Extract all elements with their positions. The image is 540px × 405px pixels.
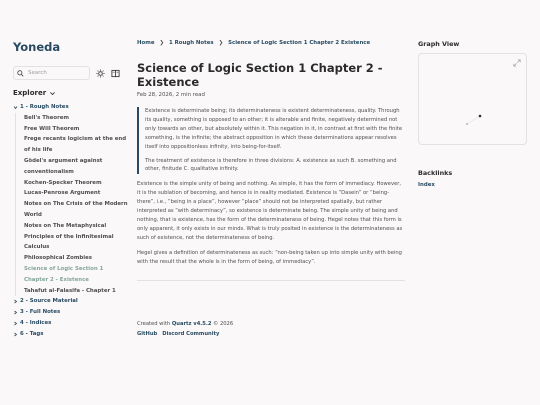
footer-links [137,331,405,337]
breadcrumb [137,40,405,46]
body-paragraph: Hegel gives a definition of determinateness as such: “non-being taken up into simple unity with being with the result that the whole is in the form of being, of immediacy”. [137,249,402,265]
explorer-title: Explorer [13,89,47,97]
sun-icon [96,69,105,78]
backlinks [418,169,528,188]
folder-rough-notes-files [15,113,128,297]
article-date: Feb 28, 2026 [137,92,173,98]
graph-canvas [419,54,528,146]
file-lucas-penrose[interactable]: Lucas-Penrose Argument [24,190,101,197]
folder-label: 2 - Source Material [20,298,78,305]
reader-mode-button[interactable] [111,69,120,78]
divider [137,280,405,281]
body-paragraph: Existence is the simple unity of being and nothing. As simple, it has the form of immediacy. However, it is the sublation of becoming, and hence is in reality mediated. Existence is “Dasein” or “being-there”, i.e., “being in a place”, however “place” should not be interpreted spatially, but rather interpreted as “with determinacy”, so existence is determinate being. The simple unity of being and nothing, that is existence, has the form of the determinateness of being. Hegel notes that this form is only apparent, it only exists in our minds. What is truly posited in existence is the determinateness as such of existence, not the determinateness of being. [137,181,403,241]
breadcrumb-separator: ❯ [159,40,165,46]
folder-label: 4 - Indices [20,319,52,326]
search-input[interactable] [13,66,90,80]
quote-paragraph: The treatment of existence is therefore in three divisions: A. existence as such B. something and other, finitude C. qualitative infinity. [145,157,397,173]
article-body [137,180,405,266]
file-free-will-theorem[interactable]: Free Will Theorem [24,125,80,132]
folder-label: 6 - Tags [20,330,44,337]
chevron-right-icon [13,321,18,326]
file-tahafut[interactable]: Tahafut al-Falasifa - Chapter 1 [24,287,116,294]
folder-full-notes[interactable] [13,307,128,318]
footer-credit [137,321,405,327]
folder-rough-notes[interactable] [13,102,128,113]
graph-view[interactable] [418,53,527,145]
folder-source-material[interactable] [13,296,128,307]
file-philosophical-zombies[interactable]: Philosophical Zombies [24,255,93,262]
search-icon [17,70,24,77]
article-meta: Feb 28, 2026, 2 min read [137,92,205,98]
backlink-index[interactable]: Index [418,182,435,188]
page-title: Science of Logic Section 1 Chapter 2 - Existence [137,61,383,89]
file-bells-theorem[interactable]: Bell's Theorem [24,114,70,121]
footer [137,321,405,337]
graph-node [466,123,468,125]
footer-year: © 2026 [213,320,234,327]
graph-node [479,115,482,118]
chevron-right-icon [13,332,18,337]
file-frege-recants[interactable]: Frege recants logicism at the end of his life [24,136,127,154]
breadcrumb-rough-notes[interactable]: 1 Rough Notes [169,40,214,46]
quartz-link[interactable]: Quartz v4.5.2 [171,320,212,327]
chevron-right-icon [13,310,18,315]
chevron-down-icon [13,105,18,110]
graph-view-title: Graph View [418,40,460,48]
right-sidebar [418,40,528,188]
file-godel-argument[interactable]: Gödel's argument against conventionalism [24,157,103,175]
site-title[interactable]: Yoneda [13,40,61,54]
backlinks-title: Backlinks [418,169,453,177]
folder-tags[interactable] [13,329,128,340]
darkmode-toggle[interactable] [96,69,105,78]
file-science-of-logic-active[interactable]: Science of Logic Section 1 Chapter 2 - Existence [24,265,104,283]
chevron-right-icon [13,299,18,304]
main-content [137,40,405,337]
book-icon [111,69,120,78]
quote-paragraph: Existence is determinate being; its determinateness is existent determinateness, quality. Through its quality, something is opposed to an other; it is alterable and finite, negatively determined not only towards an other, but absolutely within it. This negation in it, in contrast at first with the finite something, is the infinite; the abstract opposition in which these determinations appear resolves itself into oppositionless infinity, into being-for-itself. [145,108,403,150]
github-link[interactable]: GitHub [137,330,158,337]
file-kochen-specker[interactable]: Kochen-Specker Theorem [24,179,102,186]
file-infinitesimal-calculus[interactable]: Notes on The Metaphysical Principles of the Infinitesimal Calculus [24,222,114,251]
folder-label: 3 - Full Notes [20,309,61,316]
breadcrumb-home[interactable]: Home [137,40,155,46]
search-placeholder: Search [28,70,47,76]
explorer-toggle[interactable] [13,89,128,97]
search-row [13,66,128,80]
file-crisis-modern-world[interactable]: Notes on The Crisis of the Modern World [24,201,128,218]
reading-time: 2 min read [175,92,205,98]
footer-created-with: Created with [137,320,171,327]
breadcrumb-current[interactable]: Science of Logic Section 1 Chapter 2 Existence [228,40,371,46]
blockquote [137,107,405,174]
explorer-tree [13,102,128,340]
discord-link[interactable]: Discord Community [162,330,220,337]
chevron-down-icon [49,90,56,97]
breadcrumb-separator: ❯ [218,40,224,46]
folder-label: 1 - Rough Notes [20,104,69,110]
left-sidebar [13,40,128,340]
folder-indices[interactable] [13,318,128,329]
